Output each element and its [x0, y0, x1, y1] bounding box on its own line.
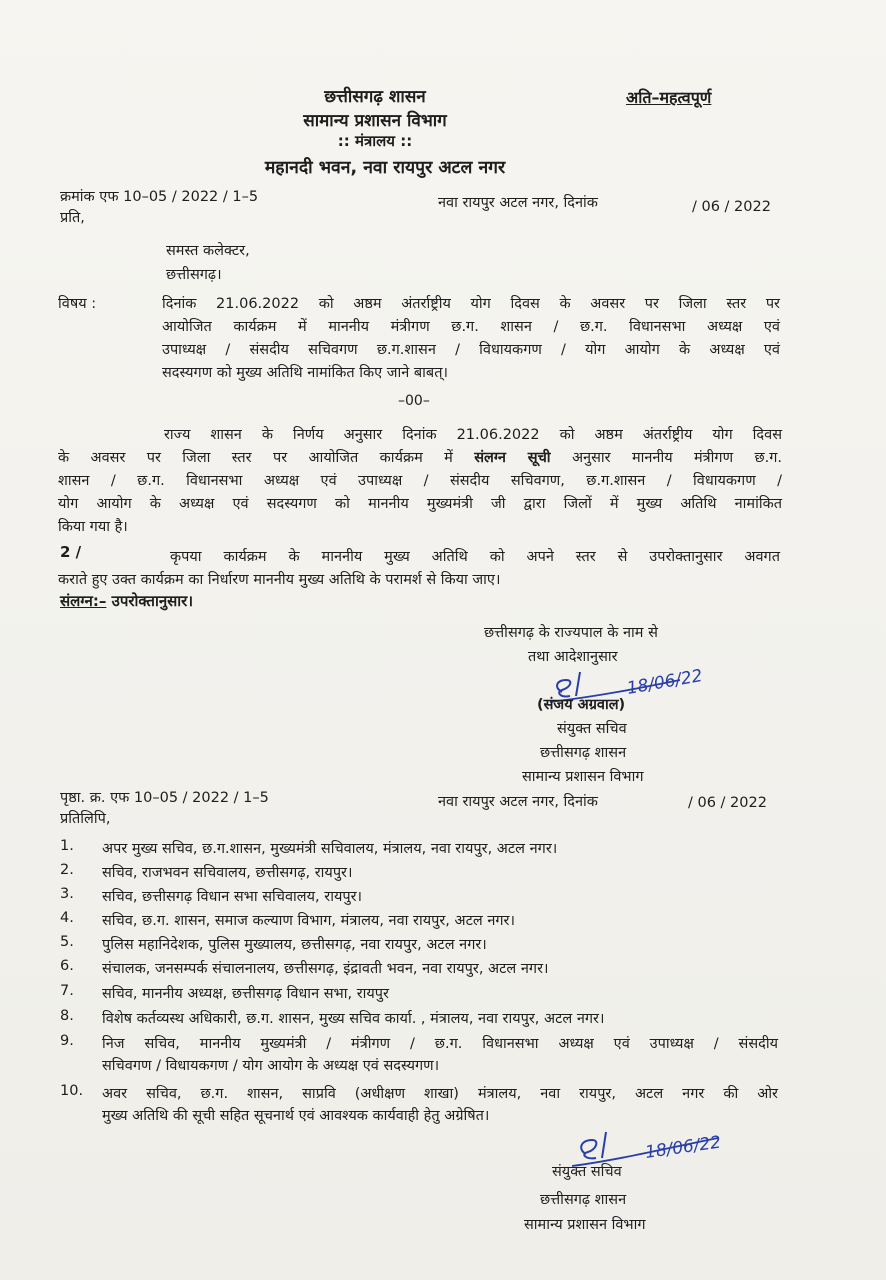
copy-item-number: 4.	[60, 910, 74, 926]
copy-item-number: 10.	[60, 1083, 84, 1099]
copy-item-number: 8.	[60, 1008, 74, 1024]
body-line-segment: अनुसार माननीय मंत्रीगण छ.ग.	[571, 450, 783, 466]
copy-item-text: विशेष कर्तव्यस्थ अधिकारी, छ.ग. शासन, मुख्य सचिव कार्या. , मंत्रालय, नवा रायपुर, अटल नगर।	[102, 1011, 605, 1027]
header-department: सामान्य प्रशासन विभाग	[303, 111, 447, 131]
signatory-department: सामान्य प्रशासन विभाग	[522, 769, 644, 785]
signature-date: 18/06/22	[625, 665, 705, 699]
body-paragraph-1	[58, 424, 782, 539]
copy-item-text: निज सचिव, माननीय मुख्यमंत्री / मंत्रीगण / छ.ग. विधानसभा अध्यक्ष एवं उपाध्यक्ष / संसदीय	[102, 1036, 778, 1052]
subject-line: आयोजित कार्यक्रम में माननीय मंत्रीगण छ.ग. शासन / छ.ग. विधानसभा अध्यक्ष एवं	[162, 319, 780, 335]
endorsement-place-date: नवा रायपुर अटल नगर, दिनांक	[438, 794, 598, 810]
body-line: कराते हुए उक्त कार्यक्रम का निर्धारण माननीय मुख्य अतिथि के परामर्श से किया जाए।	[58, 572, 501, 588]
body-paragraph-2	[58, 546, 780, 592]
copy-item-text: सचिव, राजभवन सचिवालय, छत्तीसगढ़, रायपुर।	[102, 865, 353, 881]
reference-date: / 06 / 2022	[692, 199, 771, 215]
header-mantralaya: :: मंत्रालय ::	[337, 132, 413, 150]
enclosure-value: उपरोक्तानुसार।	[111, 592, 193, 610]
copy-item	[102, 838, 557, 860]
copy-item-text: संचालक, जनसम्पर्क संचालनालय, छत्तीसगढ़, इंद्रावती भवन, नवा रायपुर, अटल नगर।	[102, 961, 549, 977]
governor-order-line-1: छत्तीसगढ़ के राज्यपाल के नाम से	[484, 625, 658, 641]
copy-item-text: सचिवगण / विधायकगण / योग आयोग के अध्यक्ष एवं सदस्यगण।	[102, 1058, 440, 1074]
separator: –00–	[398, 393, 430, 409]
body-line-segment: के अवसर पर जिला स्तर पर आयोजित कार्यक्रम में	[58, 450, 453, 466]
copy-item	[102, 958, 549, 980]
enclosed-list-text: संलग्न सूची	[474, 450, 551, 466]
signature-date: 18/06/22	[643, 1132, 723, 1163]
governor-order-line-2: तथा आदेशानुसार	[528, 649, 618, 665]
copy-item-number: 5.	[60, 934, 74, 950]
body-line: शासन / छ.ग. विधानसभा अध्यक्ष एवं उपाध्यक्ष / संसदीय सचिवगण, छ.ग.शासन / विधायकगण /	[58, 473, 782, 489]
subject-line: सदस्यगण को मुख्य अतिथि नामांकित किए जाने बाबत्।	[162, 365, 448, 381]
copy-item-number: 6.	[60, 958, 74, 974]
body-line	[58, 447, 782, 470]
signatory-designation-2: संयुक्त सचिव	[552, 1164, 622, 1180]
copy-item	[102, 1083, 778, 1127]
copy-item-text: सचिव, छ.ग. शासन, समाज कल्याण विभाग, मंत्रालय, नवा रायपुर, अटल नगर।	[102, 913, 515, 929]
copy-item-text: सचिव, छत्तीसगढ़ विधान सभा सचिवालय, रायपुर।	[102, 889, 363, 905]
copy-item-number: 1.	[60, 838, 74, 854]
copy-item	[102, 1008, 604, 1030]
header-address: महानदी भवन, नवा रायपुर अटल नगर	[264, 158, 506, 178]
body-line: किया गया है।	[58, 519, 128, 535]
subject-line: उपाध्यक्ष / संसदीय सचिवगण छ.ग.शासन / विधायकगण / योग आयोग के अध्यक्ष एवं	[162, 342, 780, 358]
subject-line: दिनांक 21.06.2022 को अष्ठम अंतर्राष्ट्रीय योग दिवस के अवसर पर जिला स्तर पर	[162, 296, 780, 312]
copy-item-text: सचिव, माननीय अध्यक्ष, छत्तीसगढ़ विधान सभा, रायपुर	[102, 986, 389, 1002]
copy-item	[102, 862, 353, 884]
copy-item-text: मुख्य अतिथि की सूची सहित सूचनार्थ एवं आवश्यक कार्यवाही हेतु अग्रेषित।	[102, 1108, 490, 1124]
copy-item	[102, 1033, 778, 1077]
endorsement-date: / 06 / 2022	[688, 795, 767, 811]
endorsement-reference: पृष्ठा. क्र. एफ 10–05 / 2022 / 1–5	[60, 790, 269, 806]
recipient-line-1: समस्त कलेक्टर,	[166, 243, 250, 259]
paragraph-2-number: 2 /	[60, 543, 82, 561]
subject-label: विषय :	[58, 296, 97, 312]
enclosure-line	[60, 591, 193, 611]
enclosure-label: संलग्न:–	[60, 592, 107, 610]
reference-place-date: नवा रायपुर अटल नगर, दिनांक	[438, 195, 598, 211]
copy-item-number: 9.	[60, 1033, 74, 1049]
copy-item-number: 3.	[60, 886, 74, 902]
body-line: योग आयोग के अध्यक्ष एवं सदस्यगण को माननीय मुख्यमंत्री जी द्वारा जिलों में मुख्य अतिथि नामांकित	[58, 496, 782, 512]
pratilipi-label: प्रतिलिपि,	[60, 811, 111, 827]
copy-item	[102, 910, 515, 932]
copy-item-text: पुलिस महानिदेशक, पुलिस मुख्यालय, छत्तीसगढ़, नवा रायपुर, अटल नगर।	[102, 937, 487, 953]
signatory-government-2: छत्तीसगढ़ शासन	[540, 1192, 627, 1208]
subject-text	[162, 293, 780, 385]
copy-item-text: अपर मुख्य सचिव, छ.ग.शासन, मुख्यमंत्री सचिवालय, मंत्रालय, नवा रायपुर, अटल नगर।	[102, 841, 558, 857]
prati-label: प्रति,	[60, 210, 85, 226]
copy-item-number: 2.	[60, 862, 74, 878]
body-line: राज्य शासन के निर्णय अनुसार दिनांक 21.06.2022 को अष्ठम अंतर्राष्ट्रीय योग दिवस	[164, 427, 782, 443]
header-government: छत्तीसगढ़ शासन	[324, 87, 426, 107]
body-line: कृपया कार्यक्रम के माननीय मुख्य अतिथि को अपने स्तर से उपरोक्तानुसार अवगत	[170, 549, 780, 565]
signatory-government: छत्तीसगढ़ शासन	[540, 745, 627, 761]
copy-item	[102, 886, 362, 908]
copy-item	[102, 983, 389, 1005]
copy-item	[102, 934, 487, 956]
signatory-designation: संयुक्त सचिव	[557, 721, 627, 737]
signatory-department-2: सामान्य प्रशासन विभाग	[524, 1217, 646, 1233]
recipient-line-2: छत्तीसगढ़।	[166, 267, 222, 283]
copy-item-number: 7.	[60, 983, 74, 999]
copy-item-text: अवर सचिव, छ.ग. शासन, साप्रवि (अधीक्षण शाखा) मंत्रालय, नवा रायपुर, अटल नगर की ओर	[102, 1086, 778, 1102]
reference-number: क्रमांक एफ 10–05 / 2022 / 1–5	[60, 189, 259, 205]
signatory-name: (संजय अग्रवाल)	[537, 697, 626, 713]
urgent-label: अति–महत्वपूर्ण	[626, 88, 712, 107]
